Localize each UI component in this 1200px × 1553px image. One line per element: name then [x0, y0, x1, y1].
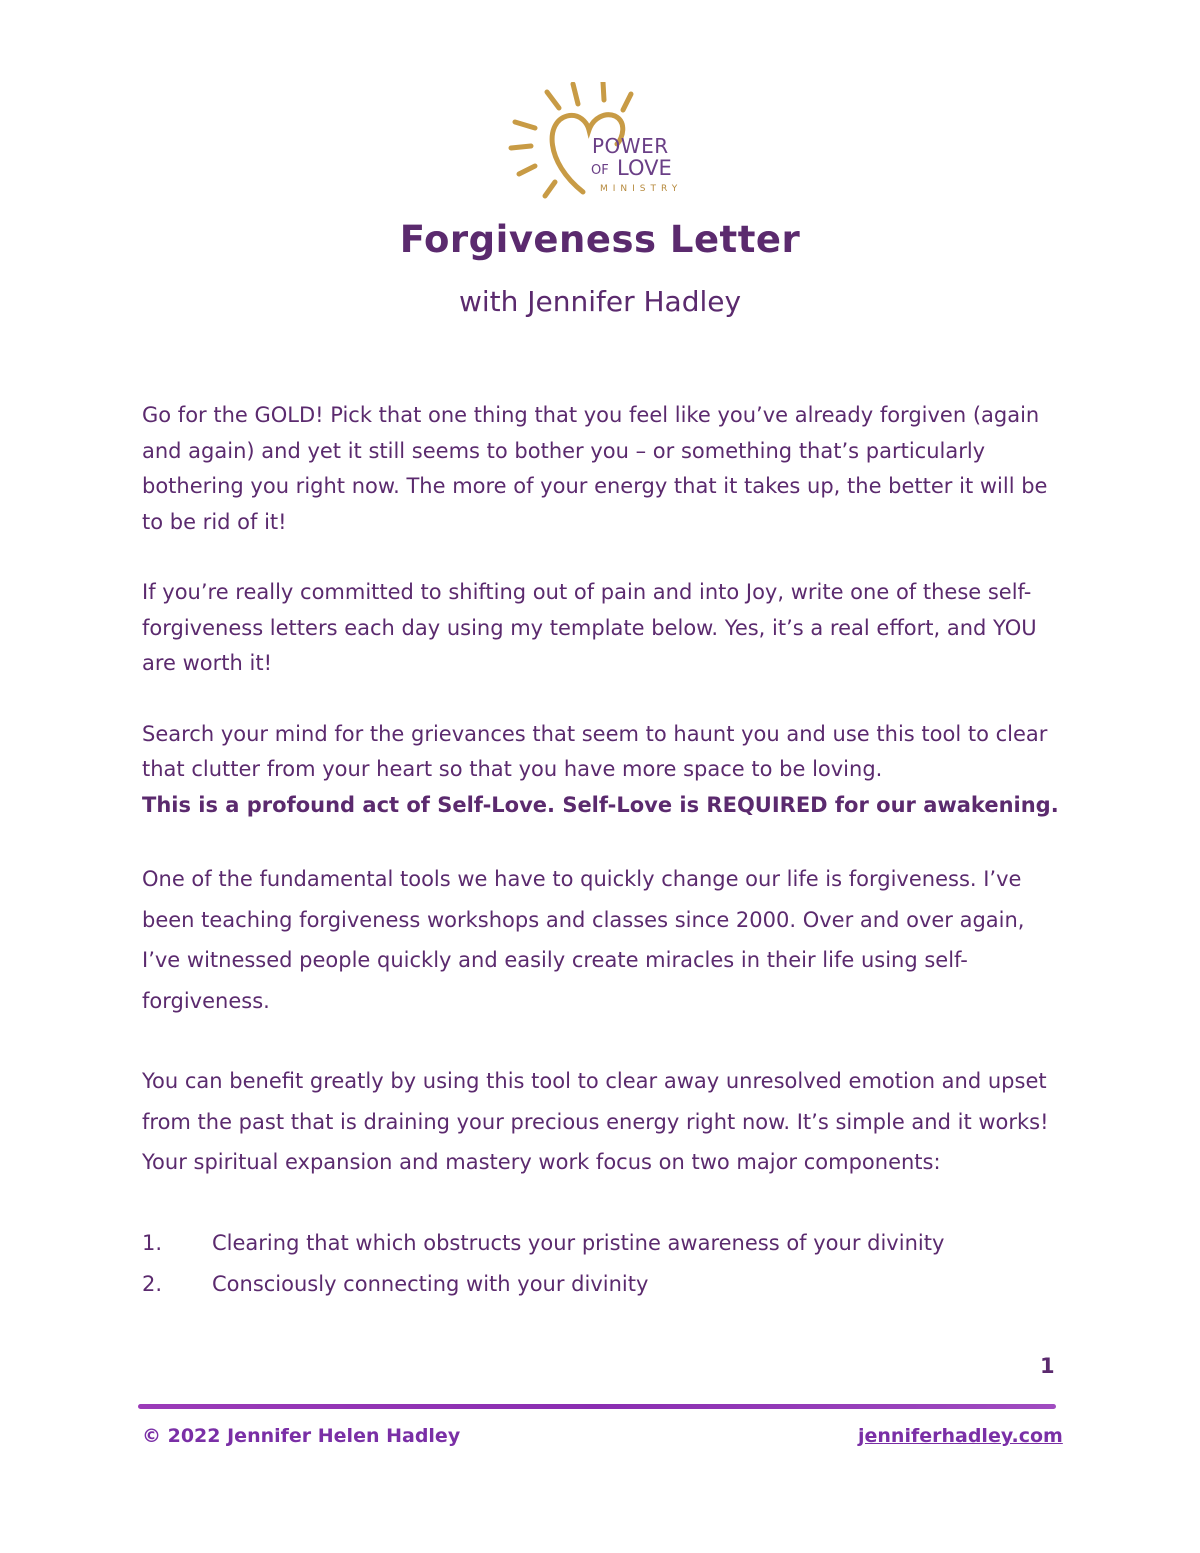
components-list	[142, 1223, 1062, 1305]
paragraph-fundamental-tools: One of the fundamental tools we have to quickly change our life is forgiveness. I’ve been teaching forgiveness workshops and classes since 2000. Over and over again, I’ve witnessed people quickly and easily create miracles in their life using self-forgiveness.	[142, 867, 1025, 1013]
page-title: Forgiveness Letter	[399, 218, 801, 261]
logo-of: OF	[591, 163, 609, 178]
logo-love: LOVE	[617, 156, 672, 180]
paragraph-commitment: If you’re really committed to shifting out of pain and into Joy, write one of these self-forgiveness letters each day using my template below. Yes, it’s a real effort, and YOU are worth it!	[142, 580, 1037, 675]
paragraph-grievances	[142, 717, 1062, 824]
self-love-statement: This is a profound act of Self-Love. Self-Love is REQUIRED for our awakening.	[142, 792, 1059, 817]
paragraph-grievances-text: Search your mind for the grievances that seem to haunt you and use this tool to clear that clutter from your heart so that you have more space to be loving.	[142, 721, 1048, 781]
logo-power: POWER	[592, 134, 669, 158]
list-text: Clearing that which obstructs your pristine awareness of your divinity	[212, 1230, 945, 1255]
page-subtitle: with Jennifer Hadley	[458, 285, 742, 318]
paragraph-gold: Go for the GOLD! Pick that one thing that you feel like you’ve already forgiven (again and again) and yet it still seems to bother you – or something that’s particularly bothering you right now. The more of your energy that it takes up, the better it will be to be rid of it!	[142, 403, 1048, 534]
document-body	[142, 398, 1062, 1305]
list-item	[142, 1223, 1062, 1264]
list-number: 1.	[142, 1230, 163, 1255]
website-link[interactable]: jenniferhadley.com	[858, 1425, 1063, 1447]
list-item	[142, 1264, 1062, 1305]
logo-ministry: MINISTRY	[600, 184, 683, 194]
list-number: 2.	[142, 1271, 163, 1296]
paragraph-benefit: You can benefit greatly by using this tool to clear away unresolved emotion and upset from the past that is draining your precious energy right now. It’s simple and it works! Your spiritual expansion and mastery work focus on two major components:	[142, 1069, 1049, 1174]
page-number: 1	[1040, 1354, 1055, 1378]
footer-copyright: © 2022 Jennifer Helen Hadley	[142, 1425, 461, 1447]
list-text: Consciously connecting with your divinity	[212, 1271, 649, 1296]
footer-divider	[138, 1404, 1056, 1409]
